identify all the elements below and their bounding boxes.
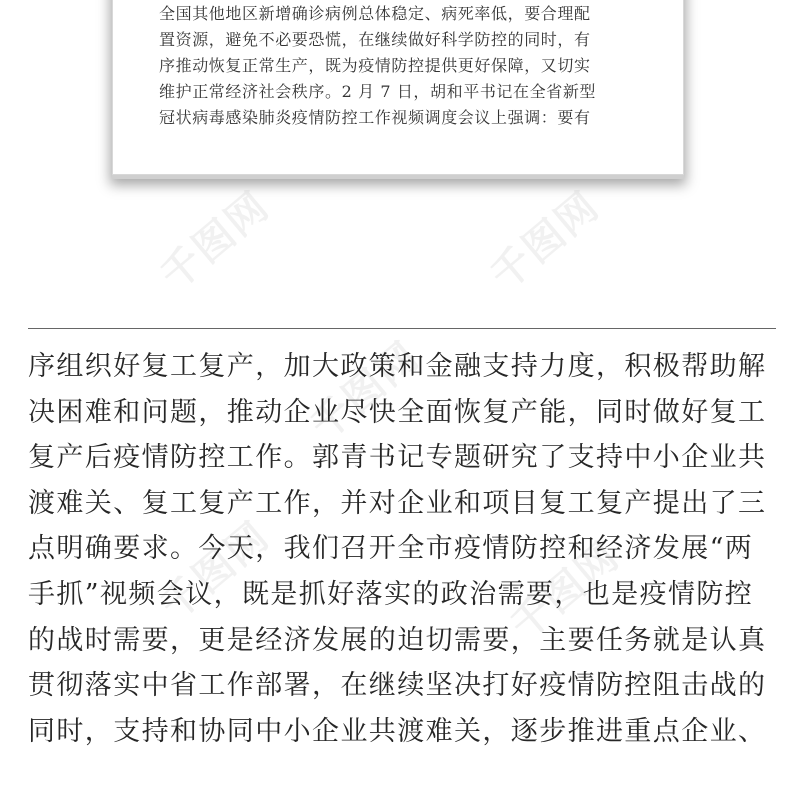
watermark-logo: 千图网 — [482, 183, 609, 300]
body-line: 的战时需要，更是经济发展的迫切需要，主要任务就是认真 — [28, 624, 767, 656]
body-line: 同时，支持和协同中小企业共渡难关，逐步推进重点企业、 — [28, 715, 767, 747]
card-text-block — [159, 1, 659, 131]
watermark-logo: 千图网 — [152, 183, 279, 300]
watermark-logo: 千图网 — [502, 533, 629, 650]
card-line: 序推动恢复正常生产，既为疫情防控提供更好保障，又切实 — [159, 56, 591, 75]
body-line: 贯彻落实中省工作部署，在继续坚决打好疫情防控阻击战的 — [28, 670, 767, 702]
body-line: 点明确要求。今天，我们召开全市疫情防控和经济发展“两 — [28, 533, 754, 565]
body-line: 序组织好复工复产，加大政策和金融支持力度，积极帮助解 — [28, 351, 767, 382]
watermark-logo: 千图网 — [152, 513, 279, 630]
section-divider — [28, 328, 776, 329]
card-line: 维护正常经济社会秩序。2 月 7 日，胡和平书记在全省新型 — [159, 82, 597, 101]
quoted-text-card — [112, 0, 684, 175]
body-line: 手抓”视频会议，既是抓好落实的政治需要，也是疫情防控 — [28, 578, 754, 610]
body-text-block — [28, 344, 788, 754]
body-line: 决困难和问题，推动企业尽快全面恢复产能，同时做好复工 — [28, 396, 767, 428]
body-line: 复产后疫情防控工作。郭青书记专题研究了支持中小企业共 — [28, 442, 767, 474]
card-line: 冠状病毒感染肺炎疫情防控工作视频调度会议上强调：要有 — [159, 108, 591, 127]
card-line: 置资源，避免不必要恐慌，在继续做好科学防控的同时，有 — [159, 30, 591, 49]
body-line: 渡难关、复工复产工作，并对企业和项目复工复产提出了三 — [28, 487, 767, 519]
watermark-logo: 千图网 — [302, 333, 429, 450]
card-line: 全国其他地区新增确诊病例总体稳定、病死率低，要合理配 — [159, 4, 591, 23]
